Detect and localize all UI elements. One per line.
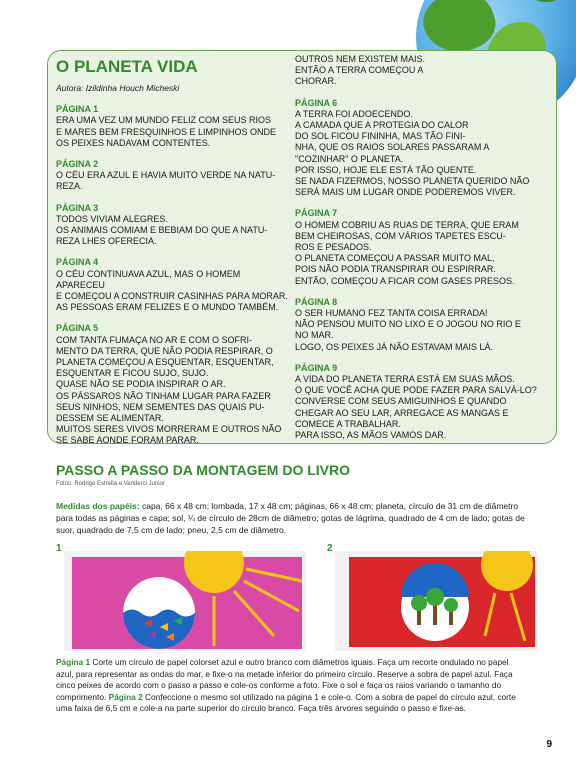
photo-number: 1 [56, 543, 62, 554]
measurements-text: capa, 66 x 48 cm; lombada, 17 x 48 cm; páginas, 66 x 48 cm; planeta, círculo de 31 cm de diâmetro para todas as páginas e capa; sol, ¼ de círculo de 28cm de diâmetro; gotas de lágrima, quadrado de 4 cm de lado; gotas de suor, quadrado de 7,5 cm de lado; pneu, 2,5 cm de diâmetro. [56, 501, 525, 535]
story-author: Autora: Izildinha Houch Micheski [56, 83, 180, 93]
story-box [47, 50, 557, 444]
photo-page-2 [327, 543, 537, 653]
page-text: COM TANTA FUMAÇA NO AR E COM O SOFRI- MENTO DA TERRA, QUE NÃO PODIA RESPIRAR, O PLANETA COMEÇOU A ESQUENTAR, ESQUENTAR, ESQUENTAR E FICOU SUJO, SUJO. QUASE NÃO SE PODIA INSPIRAR O AR. OS PÁSSAROS NÃO TINHAM LUGAR PARA FAZER SEUS NINHOS, NEM SEMENTES DAS QUAIS PU- DESSEM SE ALIMENTAR. MUITOS SERES VIVOS MORRERAM E OUTROS NÃO SE SABE AONDE FORAM PARAR. [56, 334, 282, 446]
page-label: PÁGINA 7 [295, 208, 338, 219]
story-page-3 [56, 203, 290, 248]
page-label: PÁGINA 5 [56, 323, 99, 334]
story-page-2 [56, 159, 290, 193]
photo-page-1-image [64, 551, 306, 651]
page-label: PÁGINA 6 [295, 97, 338, 108]
story-page-7 [295, 208, 550, 286]
story-right-column [295, 54, 550, 451]
page-text: O CÉU ERA AZUL E HAVIA MUITO VERDE NA NATU- REZA. [56, 170, 276, 192]
page-label: PÁGINA 2 [56, 159, 99, 170]
paper-measurements [56, 500, 526, 536]
page-label: PÁGINA 8 [295, 296, 338, 307]
story-page-1 [56, 104, 290, 149]
page-number: 9 [546, 739, 552, 750]
story-page-8 [295, 297, 550, 353]
photo-page-2-image [335, 551, 537, 651]
story-page-4 [56, 257, 290, 313]
story-title: O PLANETA VIDA [56, 57, 198, 76]
story-page-9 [295, 363, 550, 441]
story-page-5 [56, 323, 290, 446]
page-5-continuation: OUTROS NEM EXISTEM MAIS. ENTÃO A TERRA COMEÇOU A CHORAR. [295, 54, 426, 87]
page-text: A VIDA DO PLANETA TERRA ESTÁ EM SUAS MÃOS. O QUE VOCÊ ACHA QUE PODE FAZER PARA SALVÁ-LO? CONVERSE COM SEUS AMIGUINHOS E QUANDO CHEGAR AO SEU LAR, ARREGACE AS MANGAS E COMECE A TRABALHAR. PARA ISSO, AS MÃOS VAMOS DAR. [295, 374, 537, 441]
page-text: TODOS VIVIAM ALEGRES. OS ANIMAIS COMIAM E BEBIAM DO QUE A NATU- REZA LHES OFERECIA. [56, 213, 268, 247]
page-label: PÁGINA 3 [56, 202, 99, 213]
instruction-page-1-text: Corte um círculo de papel colorset azul e outro branco com diâmetros iguais. Faça um recorte ondulado no papel azul, para representar as ondas do mar, e fixe-o na metade inferior do primeiro círculo. Reserve a sobra de papel azul. Faça cinco peixes de acordo com o passo a passo e cole-os conforme a foto. Fixe o sol e faça os raios variando o tamanho do comprimento. [56, 657, 513, 702]
photo-credits: Fotos: Rodrigo Estrella e Vanderci Junior [56, 481, 165, 487]
instruction-page-2-text: Confeccione o mesmo sol utilizado na página 1 e cole-o. Com a sobra de papel do círculo azul, corte uma faixa de 6,5 cm e cole-a na parte superior do círculo branco. Faça três árvores seguindo o passo e fixe-as. [56, 691, 516, 713]
story-page-6 [295, 98, 550, 199]
measurements-label: Medidas dos papéis: [56, 501, 140, 511]
assembly-section-title: PASSO A PASSO DA MONTAGEM DO LIVRO [56, 462, 351, 478]
page-label: PÁGINA 4 [56, 257, 99, 268]
page-label: PÁGINA 9 [295, 362, 338, 373]
page-text: ERA UMA VEZ UM MUNDO FELIZ COM SEUS RIOS E MARES BEM FRESQUINHOS E LIMPINHOS ONDE OS PEIXES NADAVAM CONTENTES. [56, 115, 277, 148]
photo-page-1 [56, 543, 306, 653]
page-text: O SER HUMANO FEZ TANTA COISA ERRADA! NÃO PENSOU MUITO NO LIXO E O JOGOU NO RIO E NO MAR. LOGO, OS PEIXES JÁ NÃO ESTAVAM MAIS LÁ. [295, 308, 521, 352]
page-label: PÁGINA 1 [56, 104, 99, 115]
instruction-page-1-label: Página 1 [56, 657, 91, 667]
story-left-column [56, 57, 290, 457]
page-text: A TERRA FOI ADOECENDO. A CAMADA QUE A PROTEGIA DO CALOR DO SOL FICOU FININHA, MAS TÃO FINI- NHA, QUE OS RAIOS SOLARES PASSARAM A "COZINHAR" O PLANETA. POR ISSO, HOJE ELE ESTÁ TÃO QUENTE. SE NADA FIZERMOS, NOSSO PLANETA QUERIDO NÃO SERÁ MAIS UM LUGAR ONDE PODEREMOS VIVER. [295, 108, 530, 198]
page-text: O CÉU CONTINUAVA AZUL, MAS O HOMEM APARECEU E COMEÇOU A CONSTRUIR CASINHAS PARA MORAR. AS PESSOAS ERAM FELIZES E O MUNDO TAMBÉM. [56, 268, 288, 313]
instruction-page-2-label: Página 2 [108, 691, 143, 702]
assembly-instructions [56, 657, 526, 715]
photo-number: 2 [327, 543, 333, 554]
page-text: O HOMEM COBRIU AS RUAS DE TERRA, QUE ERAM BEM CHEIROSAS, COM VÁRIOS TAPETES ESCU- ROS E PESADOS. O PLANETA COMEÇOU A PASSAR MUITO MAL, POIS NÃO PODIA TRANSPIRAR OU ESPIRRAR. ENTÃO, COMEÇOU A FICAR COM GASES PRESOS. [295, 219, 519, 286]
